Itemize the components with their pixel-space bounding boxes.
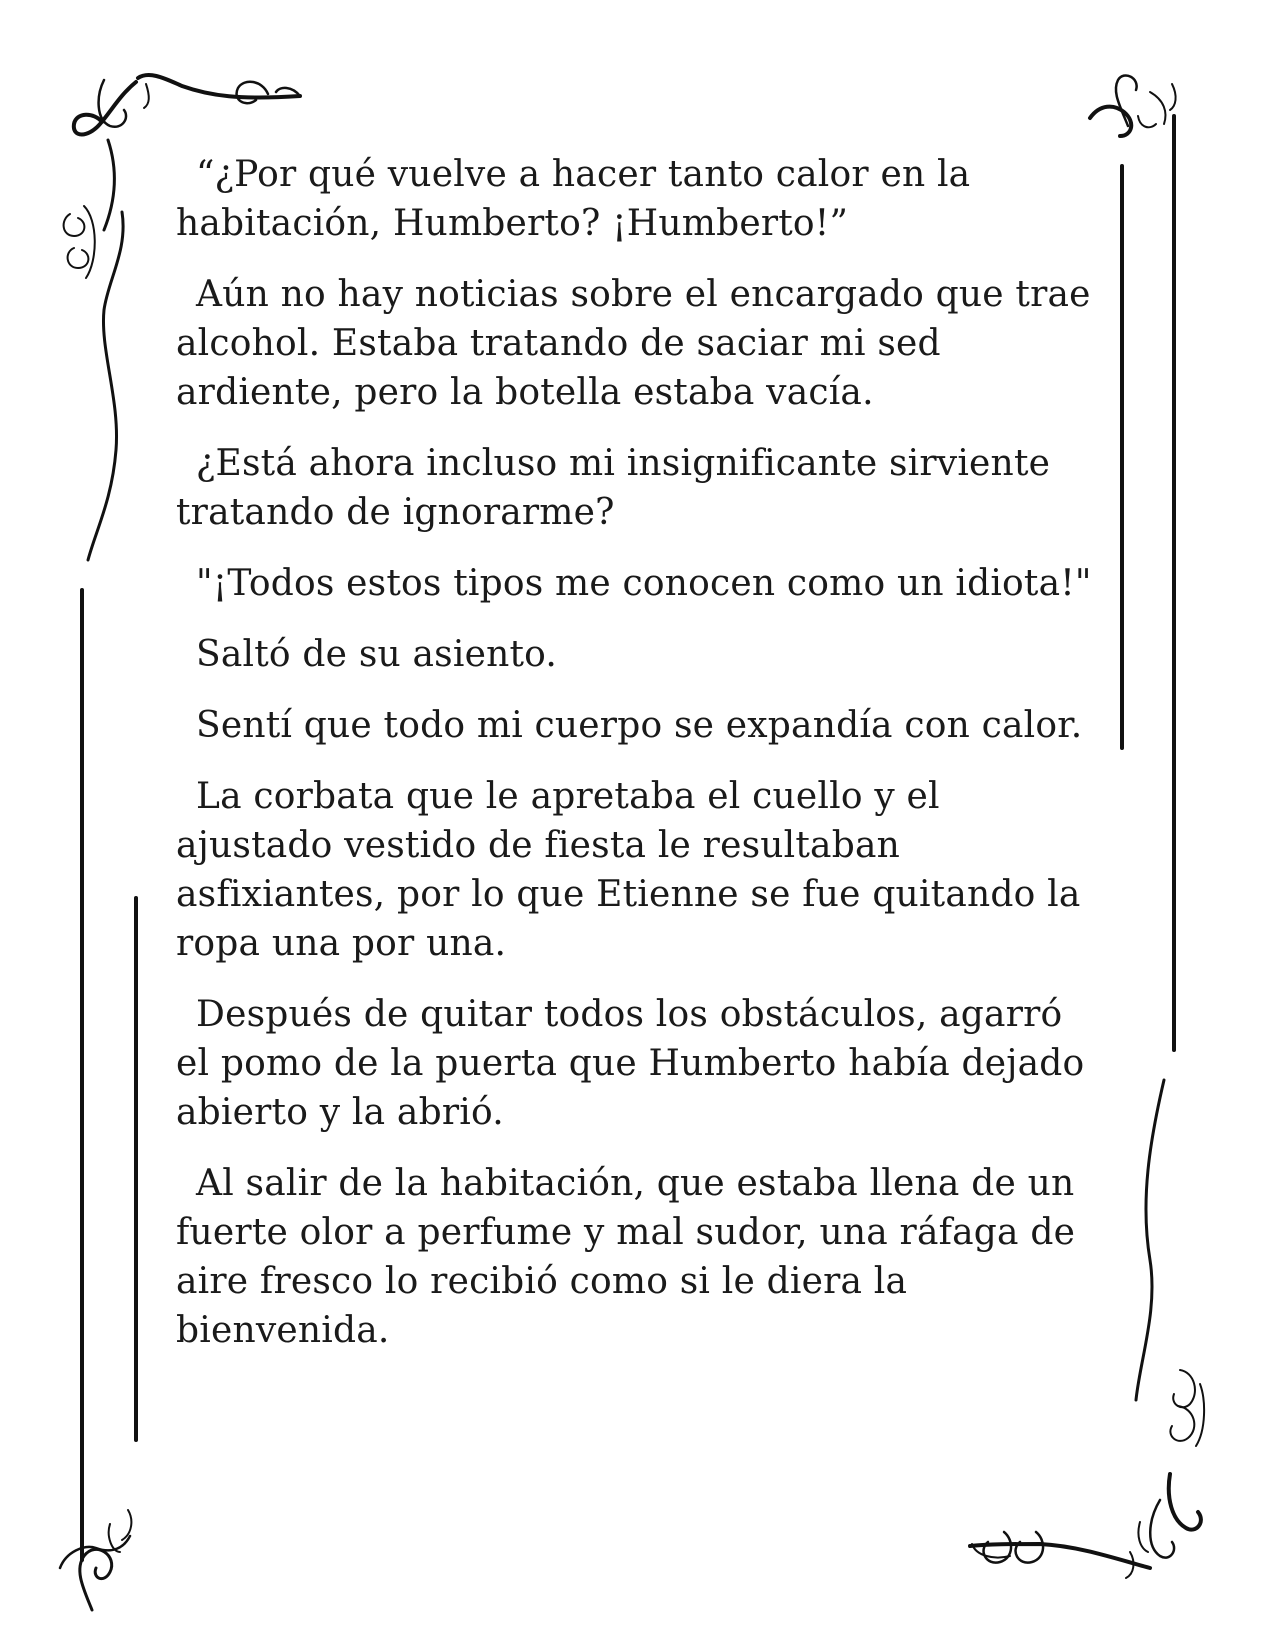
bottom-left-flourish-icon <box>60 1510 131 1610</box>
paragraph-1: “¿Por qué vuelve a hacer tanto calor en la habitación, Humberto? ¡Humberto!” <box>176 154 971 244</box>
paragraph-7: La corbata que le apretaba el cuello y el ajustado vestido de fiesta le resultaban asfixiantes, por lo que Etienne se fue quitando la ropa una por una. <box>176 776 1081 964</box>
paragraph-5: Saltó de su asiento. <box>196 634 558 675</box>
story-text <box>176 150 1106 1377</box>
paragraph-8: Después de quitar todos los obstáculos, agarró el pomo de la puerta que Humberto había dejado abierto y la abrió. <box>176 994 1085 1133</box>
top-right-flourish-icon <box>1090 75 1176 136</box>
paragraph-6: Sentí que todo mi cuerpo se expandía con calor. <box>196 705 1083 746</box>
paragraph-4: "¡Todos estos tipos me conocen como un idiota!" <box>196 563 1092 604</box>
paragraph-9: Al salir de la habitación, que estaba llena de un fuerte olor a perfume y mal sudor, una ráfaga de aire fresco lo recibió como si le diera la bienvenida. <box>176 1163 1076 1351</box>
paragraph-2: Aún no hay noticias sobre el encargado que trae alcohol. Estaba tratando de saciar mi sed ardiente, pero la botella estaba vacía. <box>176 274 1091 413</box>
paragraph-3: ¿Está ahora incluso mi insignificante sirviente tratando de ignorarme? <box>176 443 1051 533</box>
